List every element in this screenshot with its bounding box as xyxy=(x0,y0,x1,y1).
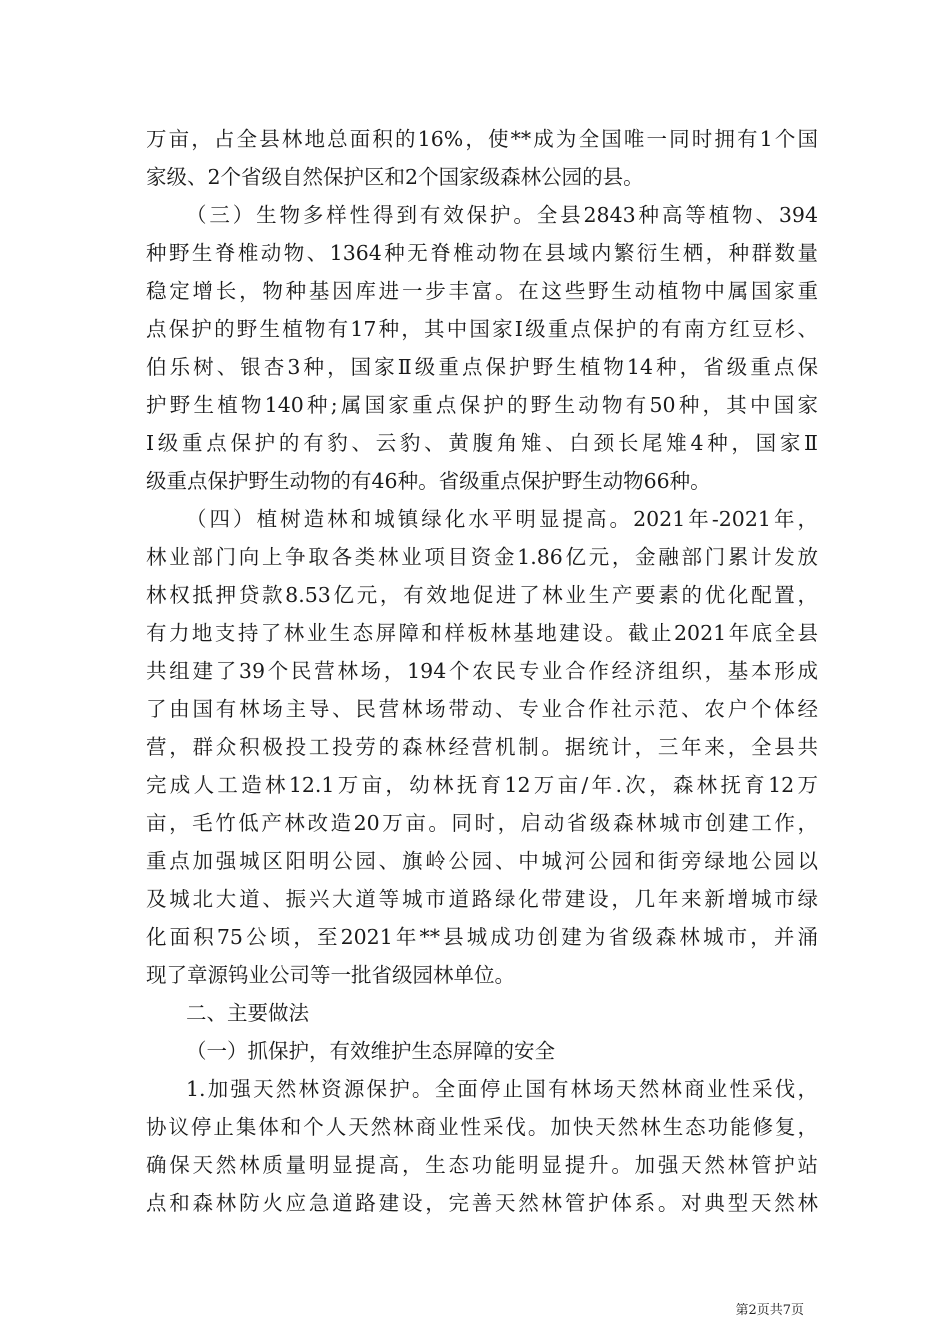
text-line: 亩，毛竹低产林改造20万亩。同时，启动省级森林城市创建工作， xyxy=(146,811,818,835)
text-line: 营，群众积极投工投劳的森林经营机制。据统计，三年来，全县共 xyxy=(146,735,818,759)
text-line: 林业部门向上争取各类林业项目资金1.86亿元，金融部门累计发放 xyxy=(146,545,818,569)
text-line: 现了章源钨业公司等一批省级园林单位。 xyxy=(146,963,515,987)
text-line: 林权抵押贷款8.53亿元，有效地促进了林业生产要素的优化配置， xyxy=(146,583,818,607)
text-line: 了由国有林场主导、民营林场带动、专业合作社示范、农户个体经 xyxy=(146,697,818,721)
text-line: 护野生植物140种;属国家重点保护的野生动物有50种，其中国家 xyxy=(146,393,818,417)
text-line: 及城北大道、振兴大道等城市道路绿化带建设，几年来新增城市绿 xyxy=(146,887,818,911)
subsection-heading: （一）抓保护，有效维护生态屏障的安全 xyxy=(186,1039,555,1063)
text-line: 家级、2个省级自然保护区和2个国家级森林公园的县。 xyxy=(146,165,644,189)
text-line: （三）生物多样性得到有效保护。全县2843种高等植物、394 xyxy=(186,203,818,227)
text-line: 稳定增长，物种基因库进一步丰富。在这些野生动植物中属国家重 xyxy=(146,279,818,303)
text-line: Ⅰ级重点保护的有豹、云豹、黄腹角雉、白颈长尾雉4种，国家Ⅱ xyxy=(146,431,818,455)
text-line: 有力地支持了林业生态屏障和样板林基地建设。截止2021年底全县 xyxy=(146,621,818,645)
text-line: 级重点保护野生动物的有46种。省级重点保护野生动物66种。 xyxy=(146,469,711,493)
text-line: 重点加强城区阳明公园、旗岭公园、中城河公园和街旁绿地公园以 xyxy=(146,849,818,873)
body-text xyxy=(146,120,818,1222)
text-line: 种野生脊椎动物、1364种无脊椎动物在县域内繁衍生栖，种群数量 xyxy=(146,241,818,265)
text-line: 万亩，占全县林地总面积的16%，使**成为全国唯一同时拥有1个国 xyxy=(146,127,818,151)
text-line: 协议停止集体和个人天然林商业性采伐。加快天然林生态功能修复， xyxy=(146,1115,818,1139)
text-line: 化面积75公顷，至2021年**县城成功创建为省级森林城市，并涌 xyxy=(146,925,818,949)
text-line: 伯乐树、银杏3种，国家Ⅱ级重点保护野生植物14种，省级重点保 xyxy=(146,355,818,379)
text-line: 确保天然林质量明显提高，生态功能明显提升。加强天然林管护站 xyxy=(146,1153,818,1177)
text-line: 1.加强天然林资源保护。全面停止国有林场天然林商业性采伐， xyxy=(186,1077,818,1101)
text-line: 点保护的野生植物有17种，其中国家Ⅰ级重点保护的有南方红豆杉、 xyxy=(146,317,818,341)
page-number-footer: 第2页共7页 xyxy=(735,1303,804,1318)
text-line: （四）植树造林和城镇绿化水平明显提高。2021年-2021年， xyxy=(186,507,818,531)
text-line: 点和森林防火应急道路建设，完善天然林管护体系。对典型天然林 xyxy=(146,1191,818,1215)
section-heading: 二、主要做法 xyxy=(186,1001,309,1025)
text-line: 完成人工造林12.1万亩，幼林抚育12万亩/年.次，森林抚育12万 xyxy=(146,773,818,797)
text-line: 共组建了39个民营林场，194个农民专业合作经济组织，基本形成 xyxy=(146,659,818,683)
